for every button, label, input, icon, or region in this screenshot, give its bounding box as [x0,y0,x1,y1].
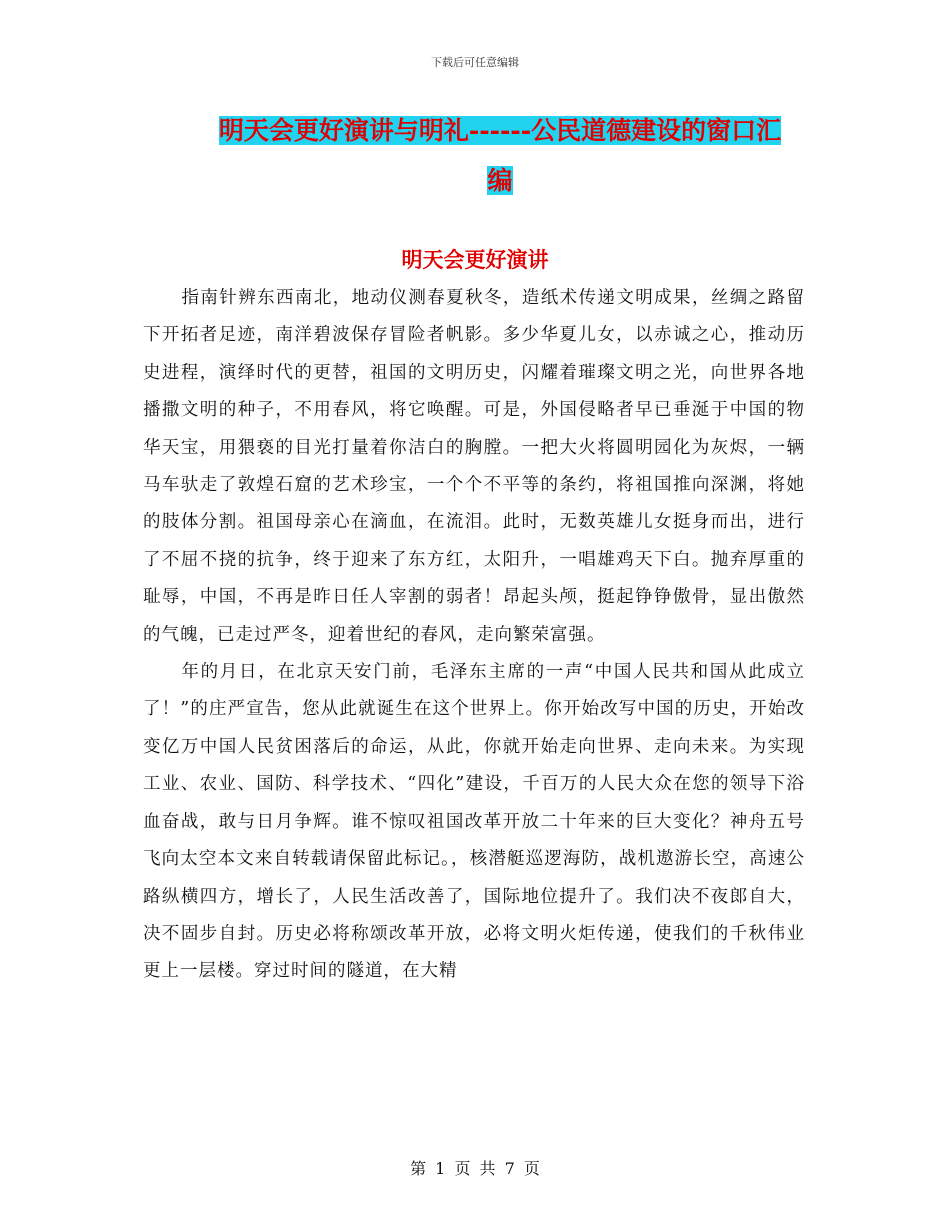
paragraph-1: 指南针辨东西南北，地动仪测春夏秋冬，造纸术传递文明成果，丝绸之路留下开拓者足迹，南洋碧波保存冒险者帆影。多少华夏儿女，以赤诚之心，推动历史进程，演绎时代的更替，祖国的文明历史，闪耀着璀璨文明之光，向世界各地播撒文明的种子，不用春风，将它唤醒。可是，外国侵略者早已垂涎于中国的物华天宝，用猥亵的目光打量着你洁白的胸膛。一把大火将圆明园化为灰烬，一辆马车驮走了敦煌石窟的艺术珍宝，一个个不平等的条约，将祖国推向深渊，将她的肢体分割。祖国母亲心在滴血，在流泪。此时，无数英雄儿女挺身而出，进行了不屈不挠的抗争，终于迎来了东方红，太阳升，一唱雄鸡天下白。抛弃厚重的耻辱，中国，不再是昨日任人宰割的弱者！昂起头颅，挺起铮铮傲骨，显出傲然的气魄，已走过严冬，迎着世纪的春风，走向繁荣富强。 [143,288,805,645]
document-title-line2: 编 [487,166,513,195]
page-number: 第 1 页 共 7 页 [410,1159,540,1178]
body-text [143,280,805,991]
document-title [190,106,810,206]
page-header-note: 下载后可任意编辑 [431,56,519,69]
paragraph-2: 年的月日，在北京天安门前，毛泽东主席的一声“中国人民共和国从此成立了！”的庄严宣告，您从此就诞生在这个世界上。你开始改写中国的历史，开始改变亿万中国人民贫困落后的命运，从此，你就开始走向世界、走向未来。为实现工业、农业、国防、科学技术、“四化”建设，千百万的人民大众在您的领导下浴血奋战，敢与日月争辉。谁不惊叹祖国改革开放二十年来的巨大变化？神舟五号飞向太空本文来自转载请保留此标记。，核潜艇巡逻海防，战机遨游长空，高速公路纵横四方，增长了，人民生活改善了，国际地位提升了。我们决不夜郎自大，决不固步自封。历史必将称颂改革开放，必将文明火炬传递，使我们的千秋伟业更上一层楼。穿过时间的隧道，在大精 [143,662,805,982]
section-title: 明天会更好演讲 [401,247,549,272]
document-title-line1: 明天会更好演讲与明礼------公民道德建设的窗口汇 [218,116,782,145]
